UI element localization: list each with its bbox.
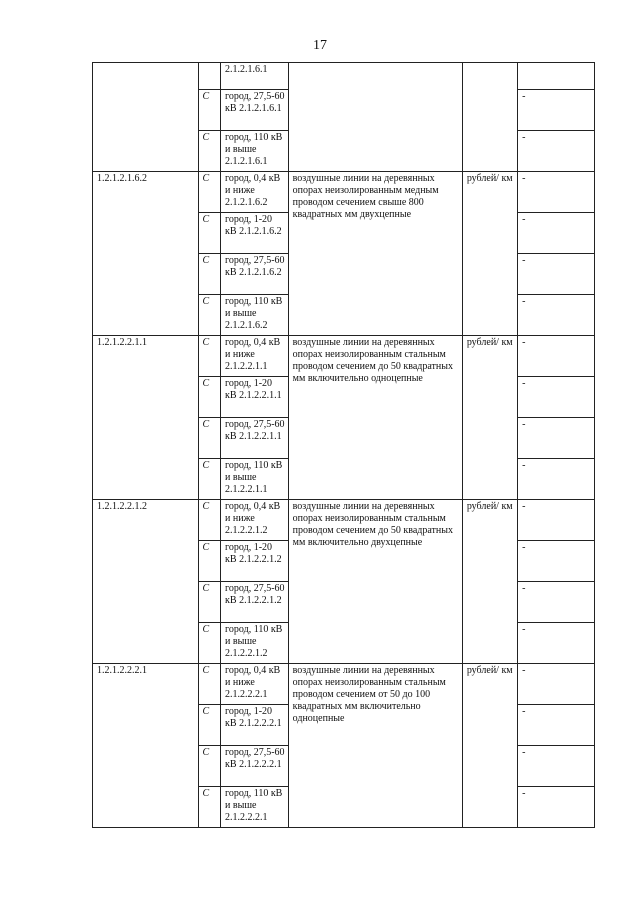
unit-cell: рублей/ км [462,336,517,500]
description-cell: воздушные линии на деревянных опорах неизолированным стальным проводом сечением от 50 до 100 квадратных мм включительно одноцепные [288,664,462,828]
symbol-cell: С [198,172,221,213]
continuation-description-cell [288,63,462,172]
zone-cell: город, 110 кВ и выше 2.1.2.2.2.1 [221,787,289,828]
zone-cell: город, 1-20 кВ 2.1.2.2.2.1 [221,705,289,746]
code-cell: 1.2.1.2.2.1.1 [93,336,199,500]
symbol-cell: С [198,459,221,500]
value-cell: - [518,541,595,582]
zone-cell: город, 27,5-60 кВ 2.1.2.2.2.1 [221,746,289,787]
code-cell: 1.2.1.2.2.1.2 [93,500,199,664]
symbol-cell: С [198,787,221,828]
value-cell: - [518,664,595,705]
symbol-cell: С [198,131,221,172]
value-cell: - [518,705,595,746]
value-cell: - [518,295,595,336]
zone-cell: город, 1-20 кВ 2.1.2.2.1.2 [221,541,289,582]
zone-cell: город, 110 кВ и выше 2.1.2.2.1.2 [221,623,289,664]
symbol-cell: С [198,295,221,336]
value-cell: - [518,131,595,172]
value-cell: - [518,172,595,213]
symbol-cell: С [198,623,221,664]
code-cell: 1.2.1.2.2.2.1 [93,664,199,828]
symbol-cell: С [198,746,221,787]
symbol-cell: С [198,336,221,377]
symbol-cell [198,63,221,90]
zone-cell: город, 0,4 кВ и ниже 2.1.2.2.2.1 [221,664,289,705]
symbol-cell: С [198,500,221,541]
unit-cell: рублей/ км [462,172,517,336]
tariff-table [92,62,595,828]
value-cell: - [518,582,595,623]
symbol-cell: С [198,90,221,131]
table-row [93,500,595,541]
value-cell: - [518,787,595,828]
value-cell: - [518,418,595,459]
symbol-cell: С [198,377,221,418]
description-cell: воздушные линии на деревянных опорах неизолированным стальным проводом сечением до 50 квадратных мм включительно двухцепные [288,500,462,664]
zone-cell: город, 27,5-60 кВ 2.1.2.1.6.1 [221,90,289,131]
value-cell: - [518,746,595,787]
table-row [93,336,595,377]
value-cell: - [518,336,595,377]
zone-cell: 2.1.2.1.6.1 [221,63,289,90]
zone-cell: город, 0,4 кВ и ниже 2.1.2.1.6.2 [221,172,289,213]
value-cell: - [518,623,595,664]
zone-cell: город, 0,4 кВ и ниже 2.1.2.2.1.2 [221,500,289,541]
symbol-cell: С [198,254,221,295]
zone-cell: город, 110 кВ и выше 2.1.2.1.6.2 [221,295,289,336]
description-cell: воздушные линии на деревянных опорах неизолированным стальным проводом сечением до 50 квадратных мм включительно одноцепные [288,336,462,500]
zone-cell: город, 1-20 кВ 2.1.2.1.6.2 [221,213,289,254]
continuation-unit-cell [462,63,517,172]
zone-cell: город, 27,5-60 кВ 2.1.2.1.6.2 [221,254,289,295]
symbol-cell: С [198,418,221,459]
value-cell: - [518,500,595,541]
symbol-cell: С [198,664,221,705]
value-cell: - [518,90,595,131]
zone-cell: город, 1-20 кВ 2.1.2.2.1.1 [221,377,289,418]
description-cell: воздушные линии на деревянных опорах неизолированным медным проводом сечением свыше 800 квадратных мм двухцепные [288,172,462,336]
symbol-cell: С [198,705,221,746]
zone-cell: город, 27,5-60 кВ 2.1.2.2.1.1 [221,418,289,459]
table-row [93,664,595,705]
zone-cell: город, 27,5-60 кВ 2.1.2.2.1.2 [221,582,289,623]
table-row [93,172,595,213]
page-number: 17 [313,38,327,53]
value-cell: - [518,254,595,295]
value-cell [518,63,595,90]
symbol-cell: С [198,541,221,582]
zone-cell: город, 110 кВ и выше 2.1.2.1.6.1 [221,131,289,172]
value-cell: - [518,377,595,418]
continuation-code-cell [93,63,199,172]
value-cell: - [518,213,595,254]
symbol-cell: С [198,213,221,254]
value-cell: - [518,459,595,500]
zone-cell: город, 110 кВ и выше 2.1.2.2.1.1 [221,459,289,500]
code-cell: 1.2.1.2.1.6.2 [93,172,199,336]
unit-cell: рублей/ км [462,500,517,664]
zone-cell: город, 0,4 кВ и ниже 2.1.2.2.1.1 [221,336,289,377]
unit-cell: рублей/ км [462,664,517,828]
symbol-cell: С [198,582,221,623]
table-row [93,63,595,90]
